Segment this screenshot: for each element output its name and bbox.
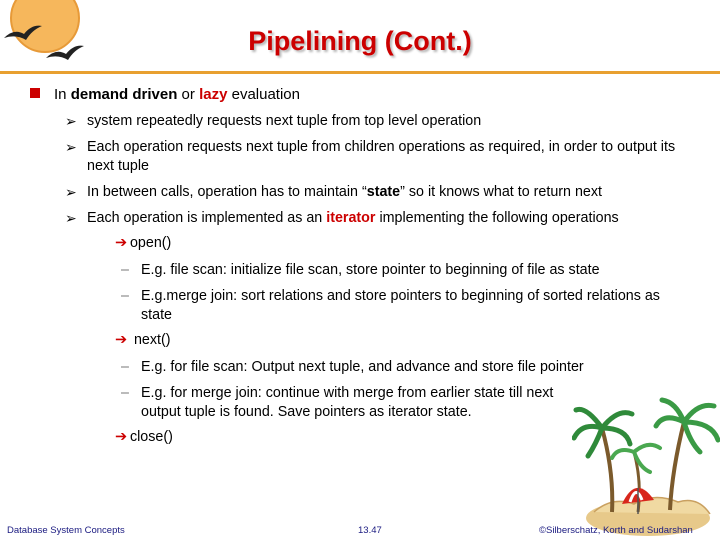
square-bullet-icon: [30, 88, 40, 98]
op-detail: [121, 358, 681, 377]
arrowhead-bullet-icon: ➢: [65, 184, 77, 200]
item-text-pre: In between calls, operation has to maintain “: [87, 184, 367, 200]
dash-icon: –: [121, 359, 129, 375]
dash-icon: –: [121, 385, 129, 401]
palm-island-icon: [572, 392, 720, 540]
item-text-post: implementing the following operations: [375, 210, 619, 226]
op-close-label: close(): [129, 429, 173, 445]
right-arrow-icon: ➔: [115, 332, 127, 348]
arrowhead-bullet-icon: ➢: [65, 210, 77, 226]
dash-icon: –: [121, 262, 129, 278]
main-bullet-pre: In: [54, 86, 71, 103]
list-item: [65, 183, 707, 202]
list-item: [65, 112, 687, 131]
footer-page-number: 13.47: [358, 525, 382, 536]
op-detail-text: E.g.merge join: sort relations and store pointers to beginning of sorted relations as state: [141, 288, 660, 323]
op-detail-text: E.g. file scan: initialize file scan, store pointer to beginning of file as state: [141, 262, 600, 278]
op-detail: [121, 384, 581, 422]
arrowhead-bullet-icon: ➢: [65, 139, 77, 155]
dash-icon: –: [121, 288, 129, 304]
item-text: Each operation requests next tuple from children operations as required, in order to output its next tuple: [87, 139, 676, 174]
item-text: system repeatedly requests next tuple from top level operation: [87, 113, 482, 129]
footer-copyright: ©Silberschatz, Korth and Sudarshan: [539, 525, 693, 536]
list-item: [65, 209, 707, 228]
main-bullet-post: evaluation: [227, 86, 300, 103]
op-close: [115, 429, 173, 445]
item-text-strong: iterator: [326, 210, 376, 226]
item-text-post: ” so it knows what to return next: [400, 184, 602, 200]
title-divider: [0, 71, 720, 74]
main-bullet: [30, 86, 300, 103]
list-item: [65, 138, 687, 176]
right-arrow-icon: ➔: [115, 429, 127, 445]
op-detail: [121, 261, 681, 280]
footer-left: Database System Concepts: [7, 525, 125, 536]
op-open-label: open(): [129, 235, 172, 251]
main-bullet-em2: lazy: [199, 86, 228, 103]
op-detail: [121, 287, 661, 325]
item-text-pre: Each operation is implemented as an: [87, 210, 327, 226]
main-bullet-em1: demand driven: [70, 86, 178, 103]
op-open: [115, 235, 171, 251]
main-bullet-mid: or: [177, 86, 200, 103]
item-text-strong: state: [366, 184, 401, 200]
arrowhead-bullet-icon: ➢: [65, 113, 77, 129]
op-detail-text: E.g. for merge join: continue with merge from earlier state till next output tuple is found. Save pointers as iterator state.: [141, 385, 554, 420]
page-title: Pipelining (Cont.): [248, 26, 472, 56]
op-next: [115, 332, 171, 348]
op-detail-text: E.g. for file scan: Output next tuple, and advance and store file pointer: [141, 359, 584, 375]
right-arrow-icon: ➔: [115, 235, 127, 251]
op-next-label: next(): [129, 332, 171, 348]
